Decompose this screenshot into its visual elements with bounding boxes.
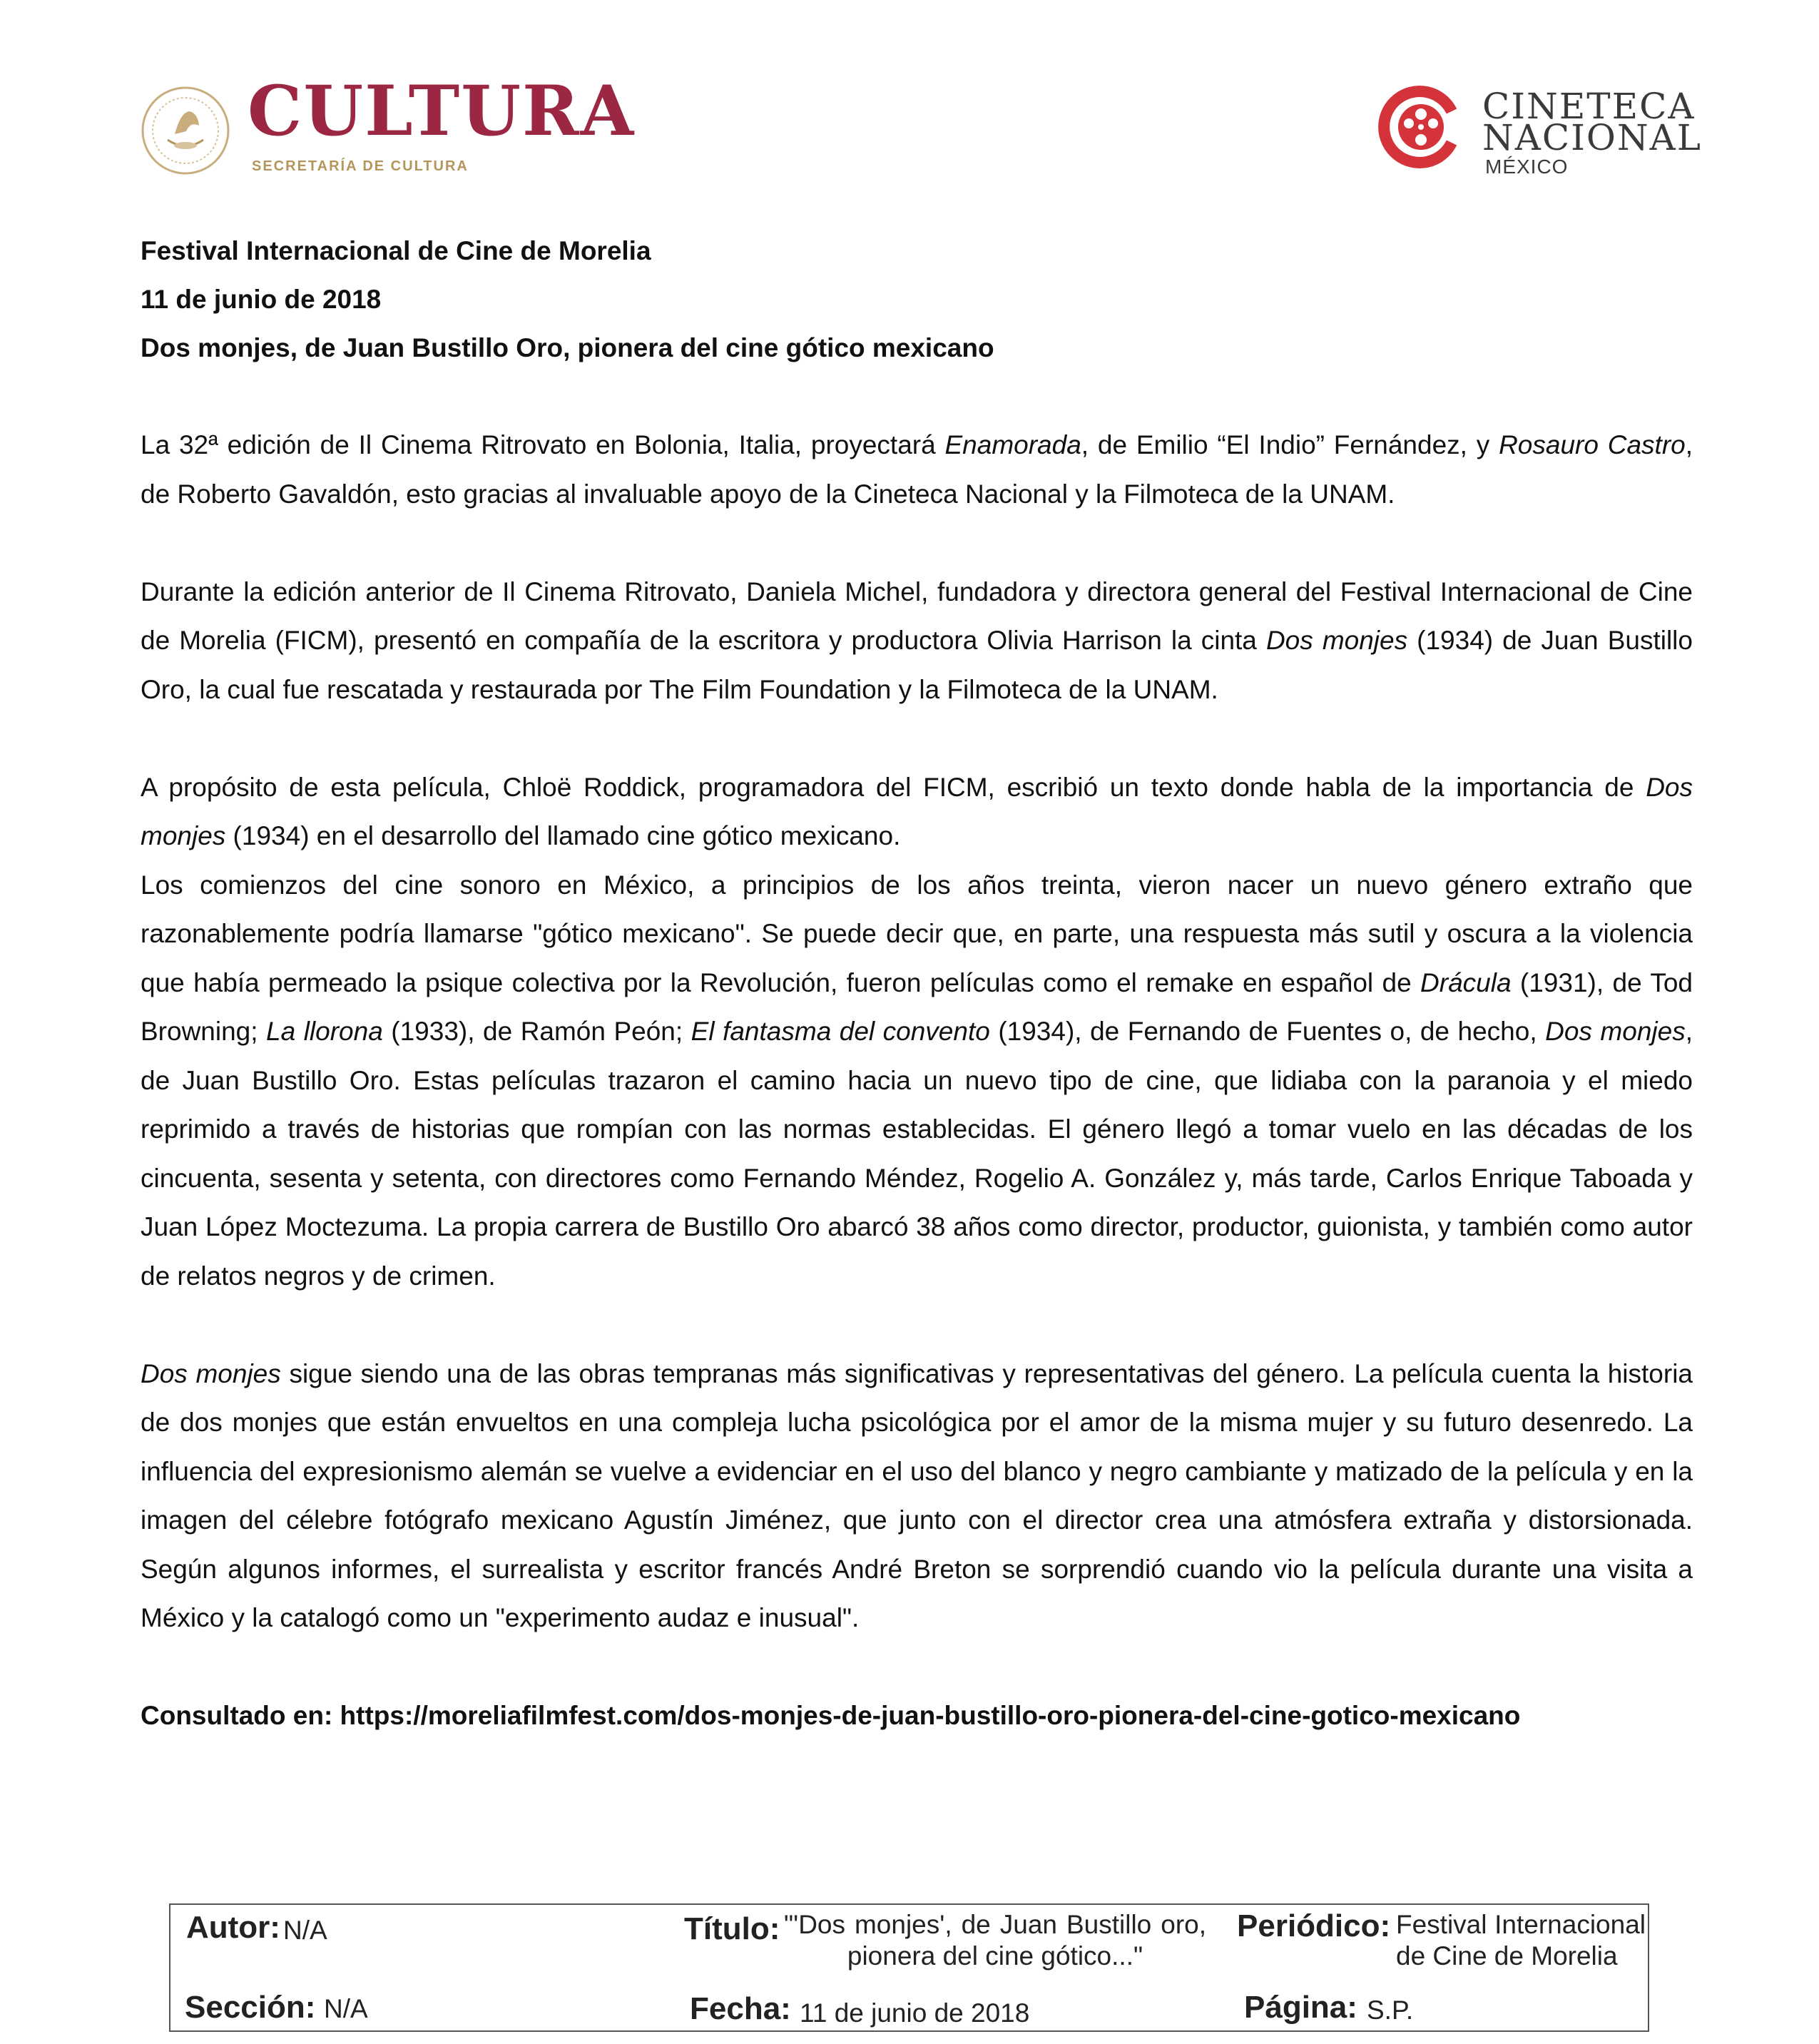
text-run: , de Juan Bustillo Oro. Estas películas trazaron el camino hacia un nuevo tipo de cine, que lidiaba con la paranoia y el miedo reprimido a través de historias que rompían con las normas establecidas. El género llegó a tomar vuelo en las décadas de los cincuenta, sesenta y setenta, con directores como Fernando Méndez, Rogelio A. González y, más tarde, Carlos Enrique Taboada y Juan López Moctezuma. La propia carrera de Bustillo Oro abarcó 38 años como director, productor, guionista, y también como autor de relatos negros y de crimen.	[141, 1017, 1693, 1291]
paragraph-3	[141, 763, 1693, 861]
mexican-seal-icon	[139, 84, 232, 177]
paragraph-1	[141, 421, 1693, 519]
text-run: sigue siendo una de las obras tempranas más significativas y representativas del género. La película cuenta la historia de dos monjes que están envueltos en una compleja lucha psicológica por el amor de la misma mujer y su futuro desenredo. La influencia del expresionismo alemán se vuelve a evidenciar en el uso del blanco y negro cambiante y matizado de la película y en la imagen del célebre fotógrafo mexicano Agustín Jiménez, que junto con el director crea una atmósfera extraña y distorsionada. Según algunos informes, el surrealista y escritor francés André Breton se sorprendió cuando vio la película durante una visita a México y la catalogó como un "experimento audaz e inusual".	[141, 1358, 1693, 1632]
text-run: , de Roberto Gavaldón, esto gracias al invaluable apoyo de la Cineteca Nacional y la Filmoteca de la UNAM.	[141, 430, 1693, 509]
text-run: Los comienzos del cine sonoro en México, a principios de los años treinta, vieron nacer un nuevo género extraño que razonablemente podría llamarse "gótico mexicano". Se puede decir que, en parte, una respuesta más sutil y oscura a la violencia que había permeado la psique colectiva por la Revolución, fueron películas como el remake en español de	[141, 870, 1693, 997]
cineteca-line1: CINETECA	[1482, 86, 1696, 127]
film-reel-icon	[1377, 84, 1462, 170]
film-title: Dos monjes	[1265, 626, 1408, 655]
paragraph-2	[141, 568, 1693, 715]
text-run: (1934), de Fernando de Fuentes o, de hecho,	[989, 1017, 1546, 1046]
pagina-label: Página:	[1244, 1990, 1357, 2025]
cineteca-line2: NACIONAL	[1482, 117, 1702, 158]
seccion-value: N/A	[324, 1994, 368, 2023]
article-headline: Dos monjes, de Juan Bustillo Oro, pionera del cine gótico mexicano	[141, 333, 994, 362]
cultura-title: CULTURA	[248, 71, 636, 151]
pagina-value: S.P.	[1367, 1995, 1414, 2025]
autor-value: N/A	[283, 1916, 327, 1945]
cultura-logo	[139, 71, 636, 184]
film-title: Rosauro Castro	[1499, 430, 1686, 459]
text-run: Durante la edición anterior de Il Cinema Ritrovato, Daniela Michel, fundadora y directora general del Festival Internacional de Cine de Morelia (FICM), presentó en compañía de la escritora y productora Olivia Harrison la cinta	[141, 576, 1693, 655]
text-run: La 32ª edición de Il Cinema Ritrovato en Bolonia, Italia, proyectará	[141, 430, 945, 459]
autor-label: Autor:	[186, 1910, 280, 1945]
film-title: Drácula	[1420, 967, 1512, 997]
cineteca-logo	[1377, 84, 1705, 184]
cineteca-line3: MÉXICO	[1485, 156, 1569, 178]
article-body	[141, 227, 1693, 1740]
fecha-label: Fecha:	[690, 1991, 791, 2026]
titulo-label: Título:	[684, 1911, 780, 1946]
text-run: (1934) en el desarrollo del llamado cine gótico mexicano.	[225, 821, 901, 850]
metadata-footer-box	[169, 1903, 1649, 2032]
film-title: Dos monjes	[141, 1358, 281, 1388]
text-run: , de Emilio “El Indio” Fernández, y	[1081, 430, 1499, 459]
film-title: La llorona	[266, 1017, 383, 1046]
article-source: Festival Internacional de Cine de Morelia	[141, 236, 651, 265]
article-date: 11 de junio de 2018	[141, 285, 382, 314]
film-title: El fantasma del convento	[691, 1017, 990, 1046]
film-title: Dos monjes	[141, 772, 1693, 850]
fecha-value: 11 de junio de 2018	[800, 1998, 1030, 2028]
periodico-value: Festival Internacional de Cine de Morelia	[1396, 1910, 1646, 1971]
titulo-value: "'Dos monjes', de Juan Bustillo oro, pionera del cine gótico..."	[784, 1910, 1206, 1971]
cultura-subtitle: SECRETARÍA DE CULTURA	[252, 158, 469, 174]
text-run: (1934) de Juan Bustillo Oro, la cual fue rescatada y restaurada por The Film Foundation y la Filmoteca de la UNAM.	[141, 626, 1693, 704]
text-run: A propósito de esta película, Chloë Roddick, programadora del FICM, escribió un texto donde habla de la importancia de	[141, 772, 1646, 802]
paragraph-5	[141, 1350, 1693, 1643]
seccion-label: Sección:	[185, 1990, 316, 2025]
text-run: (1931), de Tod Browning;	[141, 967, 1693, 1046]
consulted-source-link: Consultado en: https://moreliafilmfest.com/dos-monjes-de-juan-bustillo-oro-pionera-del-cine-gotico-mexicano	[141, 1701, 1521, 1730]
film-title: Dos monjes	[1545, 1017, 1686, 1046]
text-run: (1933), de Ramón Peón;	[382, 1017, 691, 1046]
paragraph-4	[141, 861, 1693, 1301]
film-title: Enamorada	[944, 430, 1081, 459]
periodico-label: Periódico:	[1237, 1908, 1391, 1943]
